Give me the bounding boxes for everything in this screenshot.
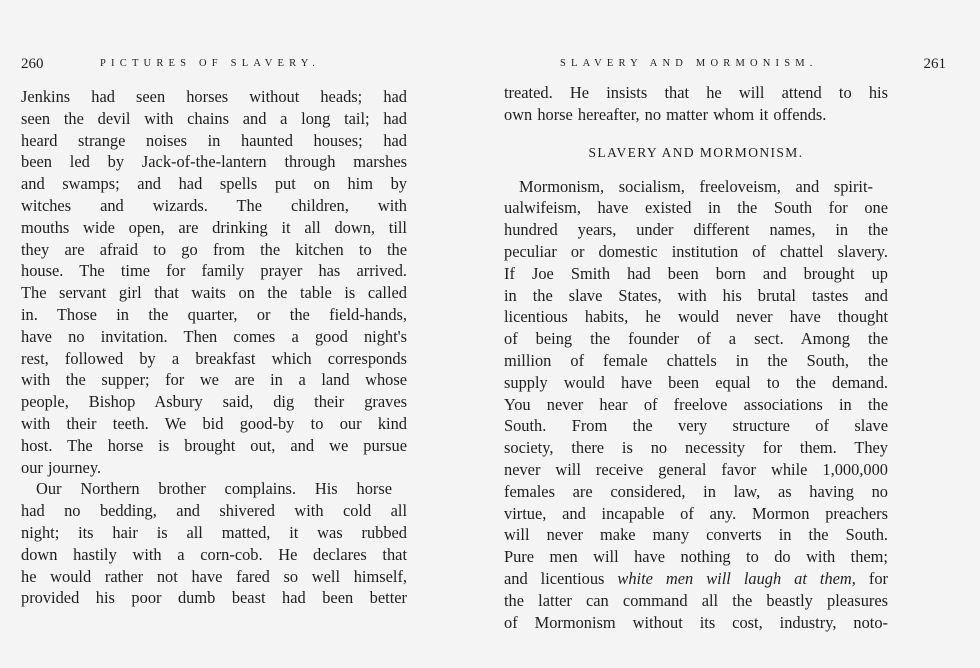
text-line-content: South. From the very structure of slave	[504, 416, 888, 436]
text-line-content: with the supper; for we are in a land whose	[21, 370, 407, 390]
text-line	[504, 415, 888, 437]
text-line	[21, 130, 407, 152]
text-line-content: seen the devil with chains and a long tail; had	[21, 108, 407, 128]
running-head-title-right: SLAVERY AND MORMONISM.	[560, 58, 818, 69]
text-line	[504, 394, 888, 416]
text-line-content: million of female chattels in the South, the	[504, 350, 888, 370]
italic-line-after: for	[855, 568, 888, 588]
text-line	[504, 263, 888, 285]
text-line	[21, 151, 407, 173]
text-line-content: society, there is no necessity for them. They	[504, 438, 888, 458]
text-line	[504, 306, 888, 328]
text-line	[21, 478, 407, 500]
text-line	[504, 285, 888, 307]
text-line-content: virtue, and incapable of any. Mormon preachers	[504, 503, 888, 523]
mormonism-paragraph	[504, 176, 888, 568]
text-line	[504, 546, 888, 568]
text-line	[21, 413, 407, 435]
text-line	[504, 524, 888, 546]
text-line-content: licentious habits, he would never have thought	[504, 307, 888, 327]
text-line-content: ualwifeism, have existed in the South for one	[504, 198, 888, 218]
text-line-content: of Mormonism without its cost, industry, noto-	[504, 612, 888, 632]
text-line	[21, 587, 407, 609]
text-line	[21, 500, 407, 522]
right-page	[470, 0, 980, 668]
text-line-content: down hastily with a corn-cob. He declares that	[21, 544, 407, 564]
paragraph-continuation-end	[504, 590, 888, 634]
text-line-content: host. The horse is brought out, and we pursue	[21, 435, 407, 455]
italic-line-before: and licentious	[504, 568, 618, 588]
text-line-content: our journey.	[21, 457, 102, 477]
text-line-content: heard strange noises in haunted houses; had	[21, 130, 407, 150]
text-line	[504, 481, 888, 503]
text-line-content: never will receive general favor while 1,000,000	[504, 459, 888, 479]
continuation-paragraph	[504, 82, 888, 126]
text-line-content: provided his poor dumb beast had been better	[21, 588, 407, 608]
left-page	[0, 0, 470, 668]
text-line	[21, 282, 407, 304]
text-line	[21, 108, 407, 130]
text-line-italic	[504, 568, 888, 590]
right-page-body	[504, 82, 888, 633]
text-line-content: peculiar or domestic institution of chattel slavery.	[504, 241, 888, 261]
text-line-content: Our Northern brother complains. His horse	[36, 479, 392, 499]
running-head-title-left: PICTURES OF SLAVERY.	[100, 58, 321, 69]
text-line	[21, 260, 407, 282]
text-line	[21, 239, 407, 261]
text-line-content: Pure men will have nothing to do with them;	[504, 547, 888, 567]
text-line-content: they are afraid to go from the kitchen to the	[21, 239, 407, 259]
text-line	[21, 522, 407, 544]
text-line	[504, 176, 888, 198]
text-line-content: house. The time for family prayer has arrived.	[21, 261, 407, 281]
text-line	[21, 566, 407, 588]
text-line-content: witches and wizards. The children, with	[21, 195, 407, 215]
text-line-content: hundred years, under different names, in the	[504, 220, 888, 240]
text-line-content: of being the founder of a sect. Among the	[504, 329, 888, 349]
paragraph	[21, 86, 407, 478]
text-line-content: in. Those in the quarter, or the field-hands,	[21, 304, 407, 324]
italic-emphasis: white men will laugh at them,	[617, 568, 856, 588]
text-line	[504, 241, 888, 263]
text-line	[21, 457, 407, 479]
text-line	[504, 350, 888, 372]
left-page-body	[21, 86, 407, 609]
text-line-content: Jenkins had seen horses without heads; had	[21, 87, 407, 106]
text-line	[504, 104, 888, 126]
text-line	[21, 86, 407, 108]
text-line	[504, 437, 888, 459]
text-line-content: with their teeth. We bid good-by to our kind	[21, 413, 407, 433]
text-line	[21, 173, 407, 195]
text-line	[504, 612, 888, 634]
section-heading: SLAVERY AND MORMONISM.	[588, 144, 804, 160]
text-line-content: night; its hair is all matted, it was rubbed	[21, 522, 407, 542]
text-line	[504, 372, 888, 394]
text-line-content: You never hear of freelove associations in the	[504, 394, 888, 414]
text-line	[21, 391, 407, 413]
text-line-content: he would rather not have fared so well himself,	[21, 566, 407, 586]
page-number-right: 261	[923, 56, 946, 72]
text-line-content: had no bedding, and shivered with cold all	[21, 501, 407, 521]
paragraph	[21, 478, 407, 609]
text-line-content: If Joe Smith had been born and brought up	[504, 263, 888, 283]
text-line-content: and swamps; and had spells put on him by	[21, 174, 407, 194]
text-line	[504, 328, 888, 350]
text-line-content: females are considered, in law, as having no	[504, 481, 888, 501]
text-line-content: supply would have been equal to the demand.	[504, 372, 888, 392]
text-line	[21, 435, 407, 457]
text-line-content: Mormonism, socialism, freeloveism, and spirit-	[519, 176, 873, 196]
text-line	[21, 195, 407, 217]
text-line-content: have no invitation. Then comes a good night's	[21, 326, 407, 346]
text-line	[504, 219, 888, 241]
text-line	[504, 82, 888, 104]
text-line	[21, 348, 407, 370]
text-line-content: treated. He insists that he will attend to his	[504, 83, 888, 102]
text-line-content: own horse hereafter, no matter whom it offends.	[504, 104, 827, 124]
text-line	[504, 590, 888, 612]
text-line	[21, 369, 407, 391]
text-line-content: been led by Jack-of-the-lantern through marshes	[21, 152, 407, 172]
text-line-content: mouths wide open, are drinking it all down, till	[21, 217, 407, 237]
text-line-content: rest, followed by a breakfast which corresponds	[21, 348, 407, 368]
page-number-left: 260	[21, 56, 44, 72]
text-line-content: The servant girl that waits on the table is called	[21, 283, 407, 303]
text-line-content: people, Bishop Asbury said, dig their graves	[21, 392, 407, 412]
text-line	[21, 326, 407, 348]
text-line-content: will never make many converts in the South.	[504, 525, 888, 545]
text-line	[504, 459, 888, 481]
text-line	[21, 304, 407, 326]
text-line-content: the latter can command all the beastly pleasures	[504, 590, 888, 610]
text-line	[21, 544, 407, 566]
text-line-content: in the slave States, with his brutal tastes and	[504, 285, 888, 305]
text-line	[21, 217, 407, 239]
text-line	[504, 503, 888, 525]
text-line	[504, 197, 888, 219]
